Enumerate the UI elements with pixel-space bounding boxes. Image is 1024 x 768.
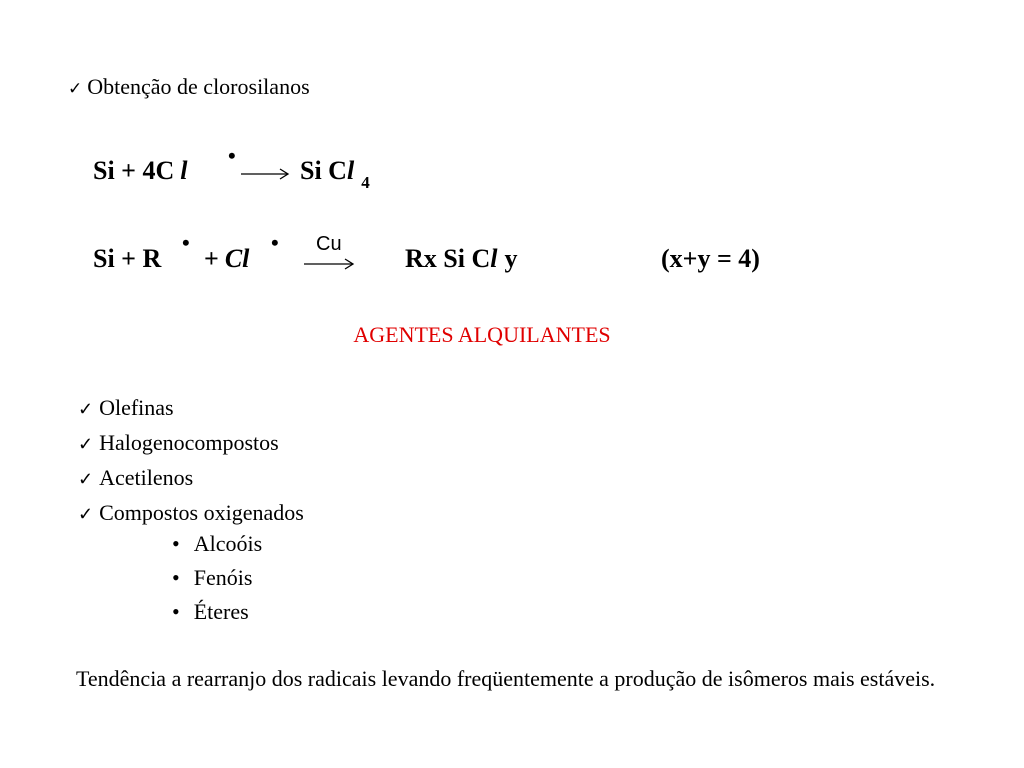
equation-alkylchlorosilane: [93, 244, 161, 274]
bullet-icon: •: [172, 531, 180, 556]
radical-dot-icon: •: [228, 143, 236, 168]
eq1-product-l: l: [346, 156, 355, 185]
oxygenated-sublist: [172, 527, 262, 629]
list-item-label: Halogenocompostos: [99, 430, 279, 455]
note-paragraph: Tendência a rearranjo dos radicais levando freqüentemente a produção de isômeros mais estáveis.: [76, 666, 936, 691]
bullet-icon: •: [172, 599, 180, 624]
list-item-label: Alcoóis: [193, 531, 263, 556]
checkmark-icon: ✓: [78, 434, 94, 454]
agents-list: [78, 391, 304, 531]
section-heading: [68, 74, 310, 100]
bullet-icon: •: [172, 565, 180, 590]
eq2-product-l: l: [490, 244, 498, 273]
eq2-plus: +: [204, 244, 219, 273]
radical-dot-icon: •: [271, 230, 279, 255]
list-item-label: Compostos oxigenados: [99, 500, 304, 525]
eq2-cl: Cl: [224, 244, 250, 273]
list-item-label: Acetilenos: [99, 465, 194, 490]
list-item: [172, 561, 262, 595]
eq2-condition: (x+y = 4): [661, 244, 760, 273]
catalyst-label: Cu: [316, 233, 342, 255]
checkmark-icon: ✓: [78, 469, 94, 489]
checkmark-icon: ✓: [68, 79, 83, 98]
section-heading-text: Obtenção de clorosilanos: [87, 74, 310, 99]
radical-dot-icon: •: [182, 230, 190, 255]
eq1-product-text: Si C: [300, 156, 347, 185]
eq1-product-subscript: 4: [361, 173, 370, 192]
reaction-arrow-icon: [240, 167, 290, 181]
eq2-plus-cl: [204, 244, 249, 274]
checkmark-icon: ✓: [78, 504, 94, 524]
list-item-label: Olefinas: [99, 395, 174, 420]
eq1-reactants: Si + 4C: [93, 156, 175, 185]
agents-title: AGENTES ALQUILANTES: [353, 322, 611, 347]
eq2-product-y: y: [504, 244, 518, 273]
eq1-reactant-l: l: [180, 156, 188, 185]
list-item-label: Fenóis: [193, 565, 253, 590]
checkmark-icon: ✓: [78, 399, 94, 419]
list-item-label: Éteres: [193, 599, 249, 624]
list-item: [172, 595, 262, 629]
eq2-product: [405, 244, 517, 274]
eq2-product-text: Rx Si C: [405, 244, 491, 273]
reaction-arrow-icon: [303, 257, 355, 271]
eq1-product: [300, 156, 370, 192]
list-item: [78, 461, 304, 496]
eq2-si-r: Si + R: [93, 244, 162, 273]
list-item: [78, 426, 304, 461]
list-item: [78, 496, 304, 531]
list-item: [78, 391, 304, 426]
equation-chlorosilane: [93, 156, 188, 186]
list-item: [172, 527, 262, 561]
